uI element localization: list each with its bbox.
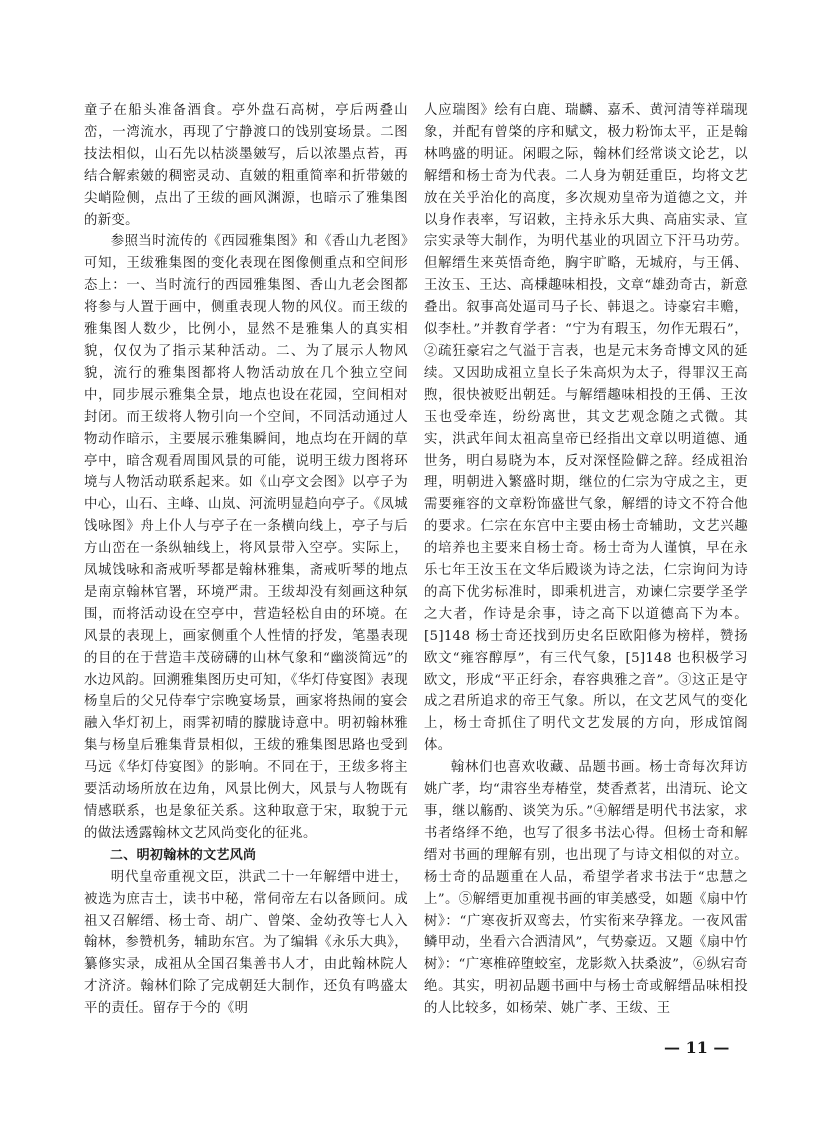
paragraph: 参照当时流传的《西园雅集图》和《香山九老图》可知，王绂雅集图的变化表现在图像侧重点和空间形态上：一、当时流行的西园雅集图、香山九老会图都将参与人置于画中，侧重表现人物的风仪。而王绂的雅集图人数少，比例小，显然不是雅集人的真实相貌，仅仅为了指示某种活动。二、为了展示人物风貌，流行的雅集图都将人物活动放在几个独立空间中，同步展示雅集全景，地点也设在花园，空间相对封闭。而王绂将人物引向一个空间，不同活动通过人物动作暗示，主要展示雅集瞬间，地点均在开阔的草亭中，暗含观看周围风景的可能，说明王绂力图将环境与人物活动联系起来。如《山亭文会图》以亭子为中心，山石、主峰、山岚、河流明显趋向亭子。《凤城饯咏图》舟上仆人与亭子在一条横向线上，亭子与后方山峦在一条纵轴线上，将风景带入空亭。实际上，凤城饯咏和斋戒听琴都是翰林雅集，斋戒听琴的地点是南京翰林官署，环境严肃。王绂却没有刻画这种氛围，而将活动设在空亭中，营造轻松自由的环境。在风景的表现上，画家侧重个人性情的抒发，笔墨表现的目的在于营造丰茂磅礴的山林气象和“幽淡简远”的水边风韵。回溯雅集图历史可知，《华灯侍宴图》表现杨皇后的父兄侍奉宁宗晚宴场景，画家将热闹的宴会融入华灯初上，雨霁初晴的朦胧诗意中。明初翰林雅集与杨皇后雅集背景相似，王绂的雅集图思路也受到马远《华灯侍宴图》的影响。不同在于，王绂多将主要活动场所放在边角，风景比例大，风景与人物既有情感联系，也是象征关系。这种取意于宋，取貌于元的做法透露翰林文艺风尚变化的征兆。 [84, 234, 408, 841]
paragraph: 翰林们也喜欢收藏、品题书画。杨士奇每次拜访姚广孝，均“肃容坐寿椿堂，焚香煮茗，出清玩、论文事，继以觞酌、谈笑为乐。”④解缙是明代书法家，求书者络绎不绝，也写了很多书法心得。但杨士奇和解缙对书画的理解有别，也出现了与诗文相似的对立。杨士奇的品题重在人品，希望学者求书法于“忠慧之上”。⑤解缙更加重视书画的审美感受，如题《扇中竹树》：“广寒夜折双鸾去，竹实衔来孕箨龙。一夜风雷鳞甲动，坐看六合洒清风”，气势豪迈。又题《扇中竹树》：“广寒椎碎堕蛟室，龙影欻入扶桑波”，⑥纵宕奇绝。其实，明初品题书画中与杨士奇或解缙品味相投的人比较多，如杨荣、姚广孝、王绂、王 [424, 760, 748, 1017]
right-text-column [424, 100, 748, 1020]
paragraph: 童子在船头准备酒食。亭外盘石高树，亭后两叠山峦，一湾流水，再现了宁静渡口的饯别宴场景。二图技法相似，山石先以枯淡墨皴写，后以浓墨点苔，再结合解索皴的稠密灵动、直皴的粗重简率和折带皴的尖峭险侧，点出了王绂的画风渊源，也暗示了雅集图的新变。 [84, 103, 408, 228]
paragraph: 明代皇帝重视文臣，洪武二十一年解缙中进士，被选为庶吉士，读书中秘，常伺帝左右以备顾问。成祖又召解缙、杨士奇、胡广、曾棨、金幼孜等七人入翰林，参赞机务，辅助东宫。为了编辑《永乐大典》，纂修实录，成祖从全国召集善书人才，由此翰林院人才济济。翰林们除了完成朝廷大制作，还负有鸣盛太平的责任。留存于今的《明 [84, 869, 408, 1017]
paragraph: 人应瑞图》绘有白鹿、瑞麟、嘉禾、黄河清等祥瑞现象，并配有曾棨的序和赋文，极力粉饰太平，正是翰林鸣盛的明证。闲暇之际，翰林们经常谈文论艺，以解缙和杨士奇为代表。二人身为朝廷重臣，均将文艺放在关乎治化的高度，多次规劝皇帝为道德之文，并以身作表率，写诏敕，主持永乐大典、高庙实录、宣宗实录等大制作，为明代基业的巩固立下汗马功劳。但解缙生来英悟奇绝，胸宇旷略，无城府，与王偁、王汝玉、王达、高棅趣味相投，文章“雄劲奇古，新意叠出。叙事高处逼司马子长、韩退之。诗豪宕丰赡，似李杜。”并教育学者：“宁为有瑕玉，勿作无瑕石”，②疏狂豪宕之气溢于言表，也是元末务奇博文风的延续。又因助成祖立皇长子朱高炽为太子，得罪汉王高煦，很快被贬出朝廷。与解缙趣味相投的王偁、王汝玉也受牵连，纷纷离世，其文艺观念随之式微。其实，洪武年间太祖高皇帝已经指出文章以明道德、通世务，明白易晓为本，反对深怪险僻之辞。经成祖治理，明朝进入繁盛时期，继位的仁宗为守成之主，更需要雍容的文章粉饰盛世气象，解缙的诗文不符合他的要求。仁宗在东宫中主要由杨士奇辅助，文艺兴趣的培养也主要来自杨士奇。杨士奇为人谨慎，早在永乐七年王汝玉在文华后殿谈为诗之法，仁宗询问为诗的高下优劣标准时，即乘机进言，劝谏仁宗要学圣学之大者，作诗是余事，诗之高下以道德高下为本。[5]148 杨士奇还找到历史名臣欧阳修为榜样，赞扬欧文“雍容醇厚”，有三代气象，[5]148 也积极学习欧文，形成“平正纡余，春容典雅之音”。③这正是守成之君所追求的帝王气象。所以，在文艺风气的变化上，杨士奇抓住了明代文艺发展的方向，形成馆阁体。 [424, 103, 748, 754]
page-number: — 11 — [664, 1038, 730, 1057]
left-text-column [84, 100, 408, 1020]
section-heading: 二、明初翰林的文艺风尚 [110, 847, 257, 863]
